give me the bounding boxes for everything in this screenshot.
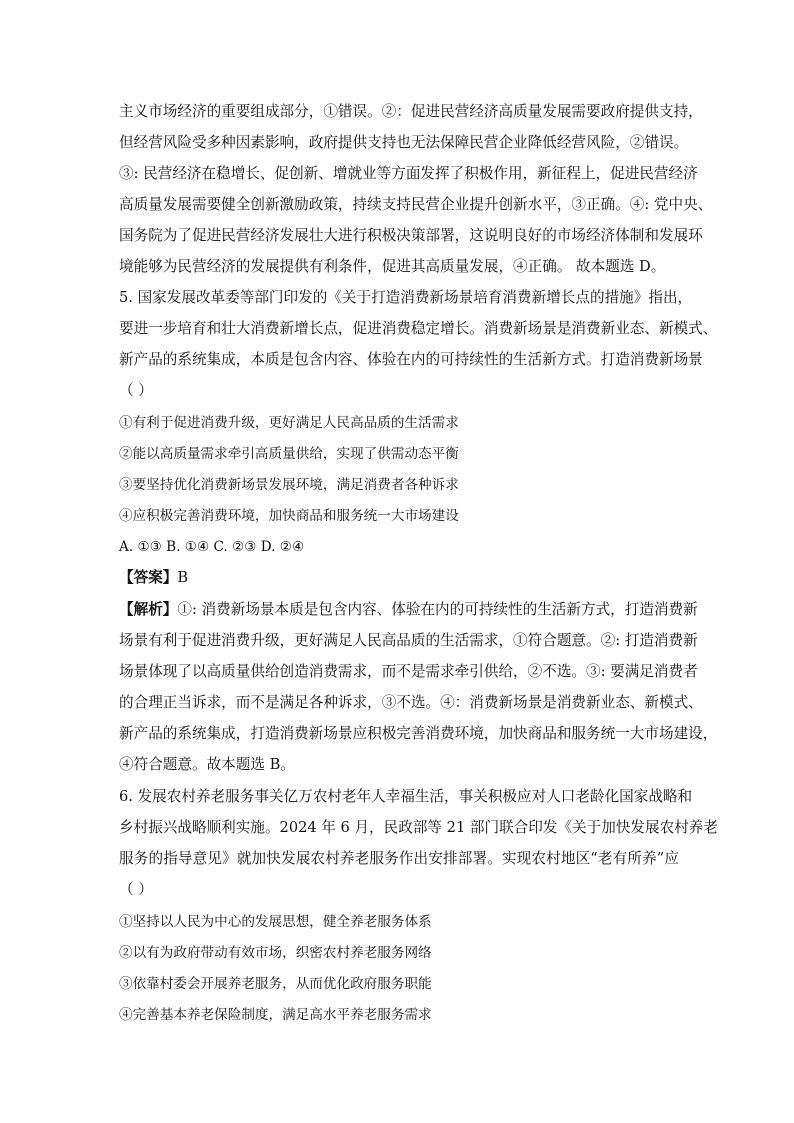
prev-analysis-line: 但经营风险受多种因素影响，政府提供支持也无法保障民营企业降低经营风险，②错误。 xyxy=(119,134,689,151)
q5-answer xyxy=(119,568,679,588)
q5-choices: A. ①③ B. ①④ C. ②③ D. ②④ xyxy=(119,539,305,555)
q6-option: ③依靠村委会开展养老服务，从而优化政府服务职能 xyxy=(119,976,432,992)
q6-option: ④完善基本养老保险制度，满足高水平养老服务需求 xyxy=(119,1007,432,1023)
q5-option: ④应积极完善消费环境，加快商品和服务统一大市场建设 xyxy=(119,508,459,524)
q5-answer-blank: （ ） xyxy=(119,382,153,399)
q6-option: ②以有为政府带动有效市场，织密农村养老服务网络 xyxy=(119,945,432,961)
q5-stem-line: 要进一步培育和壮大消费新增长点，促进消费稳定增长。消费新场景是消费新业态、新模式、 xyxy=(119,320,718,337)
answer-label: 【答案】 xyxy=(119,569,178,586)
prev-analysis-line: 高质量发展需要健全创新激励政策，持续支持民营企业提升创新水平，③正确。④: 党中央、 xyxy=(119,196,713,213)
q5-analysis-line xyxy=(119,600,698,620)
q6-stem-line: 服务的指导意见》就加快发展农村养老服务作出安排部署。实现农村地区“老有所养”应 xyxy=(119,850,679,867)
q5-option: ②能以高质量需求牵引高质量供给，实现了供需动态平衡 xyxy=(119,446,459,462)
q5-analysis-line: ④符合题意。故本题选 B。 xyxy=(119,756,295,773)
q6-option: ①坚持以人民为中心的发展思想，健全养老服务体系 xyxy=(119,914,432,930)
q6-answer-blank: （ ） xyxy=(119,881,153,898)
answer-value: B xyxy=(177,569,189,586)
q5-analysis-line: 场景体现了以高质量供给创造消费需求，而不是需求牵引供给，②不选。③: 要满足消费者 xyxy=(119,663,698,680)
q5-stem-line: 5. 国家发展改革委等部门印发的《关于打造消费新场景培育消费新增长点的措施》指出， xyxy=(119,289,693,306)
analysis-text: ①: 消费新场景本质是包含内容、体验在内的可持续性的生活新方式，打造消费新 xyxy=(177,601,698,618)
analysis-label: 【解析】 xyxy=(119,601,178,618)
prev-analysis-line: 国务院为了促进民营经济发展壮大进行积极决策部署，这说明良好的市场经济体制和发展环 xyxy=(119,227,703,244)
q5-option: ③要坚持优化消费新场景发展环境，满足消费者各种诉求 xyxy=(119,477,459,493)
q5-option: ①有利于促进消费升级，更好满足人民高品质的生活需求 xyxy=(119,415,459,431)
prev-analysis-line: ③: 民营经济在稳增长、促创新、增就业等方面发挥了积极作用，新征程上，促进民营经济 xyxy=(119,165,698,182)
q5-analysis-line: 场景有利于促进消费升级，更好满足人民高品质的生活需求，①符合题意。②: 打造消费新 xyxy=(119,632,698,649)
q6-stem-line: 6. 发展农村养老服务事关亿万农村老年人幸福生活，事关积极应对人口老龄化国家战略和 xyxy=(119,788,693,805)
prev-analysis-line: 主义市场经济的重要组成部分，①错误。②：促进民营经济高质量发展需要政府提供支持， xyxy=(119,103,703,120)
q5-analysis-line: 的合理正当诉求，而不是满足各种诉求，③不选。④：消费新场景是消费新业态、新模式、 xyxy=(119,694,703,711)
q6-stem-line: 乡村振兴战略顺利实施。2024 年 6 月，民政部等 21 部门联合印发《关于加快发展农村养老 xyxy=(119,819,718,836)
q5-analysis-line: 新产品的系统集成，打造消费新场景应积极完善消费环境，加快商品和服务统一大市场建设， xyxy=(119,725,718,742)
prev-analysis-line: 境能够为民营经济的发展提供有利条件，促进其高质量发展，④正确。 故本题选 D。 xyxy=(119,258,666,275)
q5-stem-line: 新产品的系统集成，本质是包含内容、体验在内的可持续性的生活新方式。打造消费新场景 xyxy=(119,351,703,368)
